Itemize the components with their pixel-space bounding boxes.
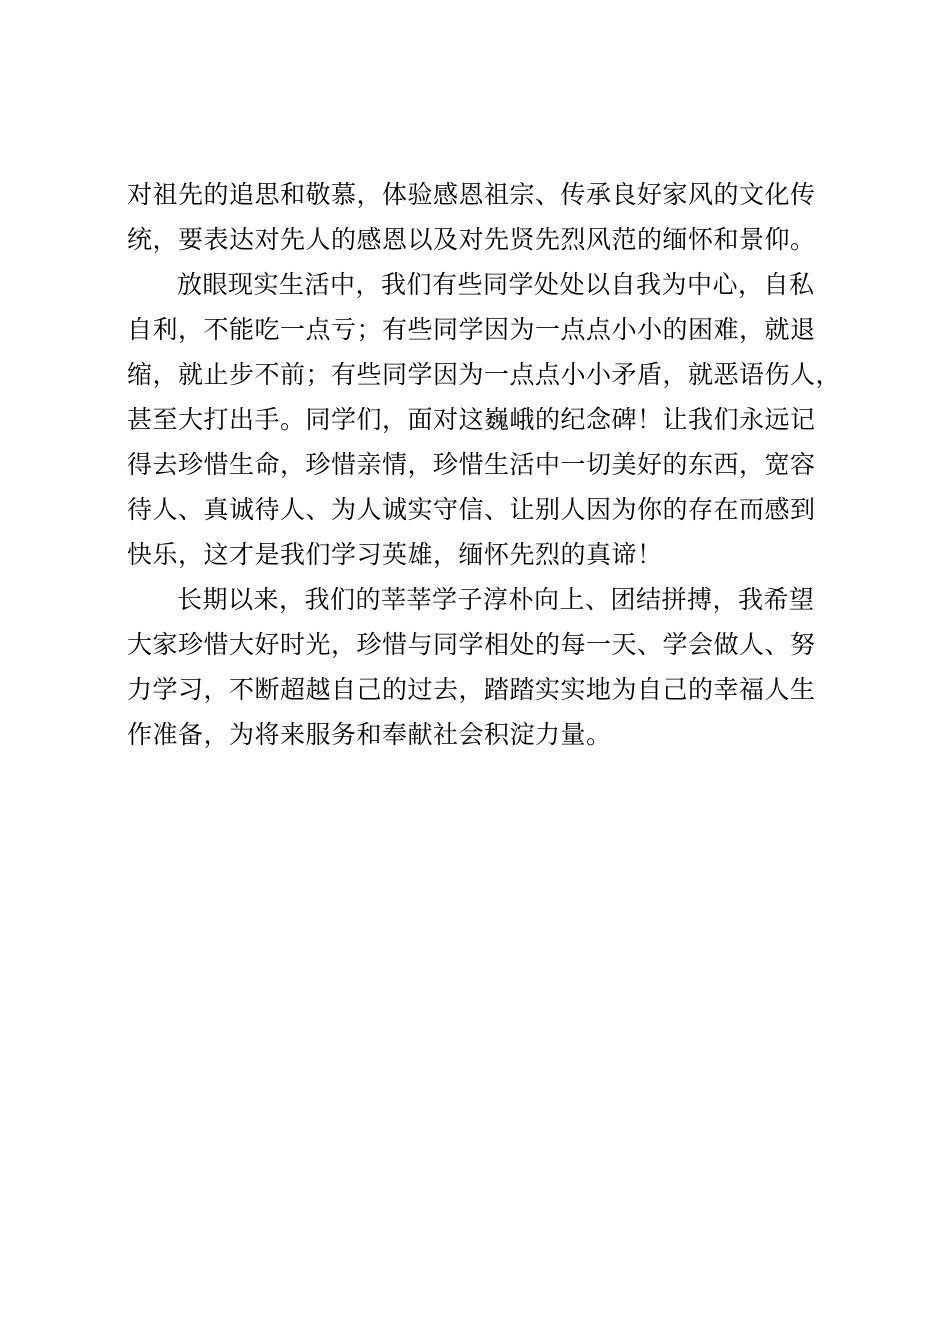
- text-line: 自利，不能吃一点亏；有些同学因为一点点小小的困难，就退: [127, 315, 816, 344]
- text-line: 得去珍惜生命，珍惜亲情，珍惜生活中一切美好的东西，宽容: [127, 450, 816, 479]
- text-line: 力学习，不断超越自己的过去，踏踏实实地为自己的幸福人生: [127, 675, 816, 704]
- text-line: 长期以来，我们的莘莘学子淳朴向上、团结拼搏，我希望: [177, 585, 815, 614]
- text-line: 放眼现实生活中，我们有些同学处处以自我为中心，自私: [177, 270, 815, 299]
- document-body: [127, 172, 842, 757]
- paragraph-3: [127, 577, 837, 757]
- paragraph-2: [127, 262, 842, 577]
- text-line: 甚至大打出手。同学们，面对这巍峨的纪念碑！让我们永远记: [127, 405, 816, 434]
- paragraph-1: [127, 172, 837, 262]
- text-line: 统，要表达对先人的感恩以及对先贤先烈风范的缅怀和景仰。: [127, 225, 816, 254]
- text-line: 对祖先的追思和敬慕，体验感恩祖宗、传承良好家风的文化传: [127, 180, 816, 209]
- text-line: 快乐，这才是我们学习英雄，缅怀先烈的真谛！: [127, 540, 663, 569]
- text-line: 缩，就止步不前；有些同学因为一点点小小矛盾，就恶语伤人，: [127, 360, 842, 389]
- text-line: 大家珍惜大好时光，珍惜与同学相处的每一天、学会做人、努: [127, 630, 816, 659]
- text-line: 作准备，为将来服务和奉献社会积淀力量。: [127, 720, 612, 749]
- text-line: 待人、真诚待人、为人诚实守信、让别人因为你的存在而感到: [127, 495, 816, 524]
